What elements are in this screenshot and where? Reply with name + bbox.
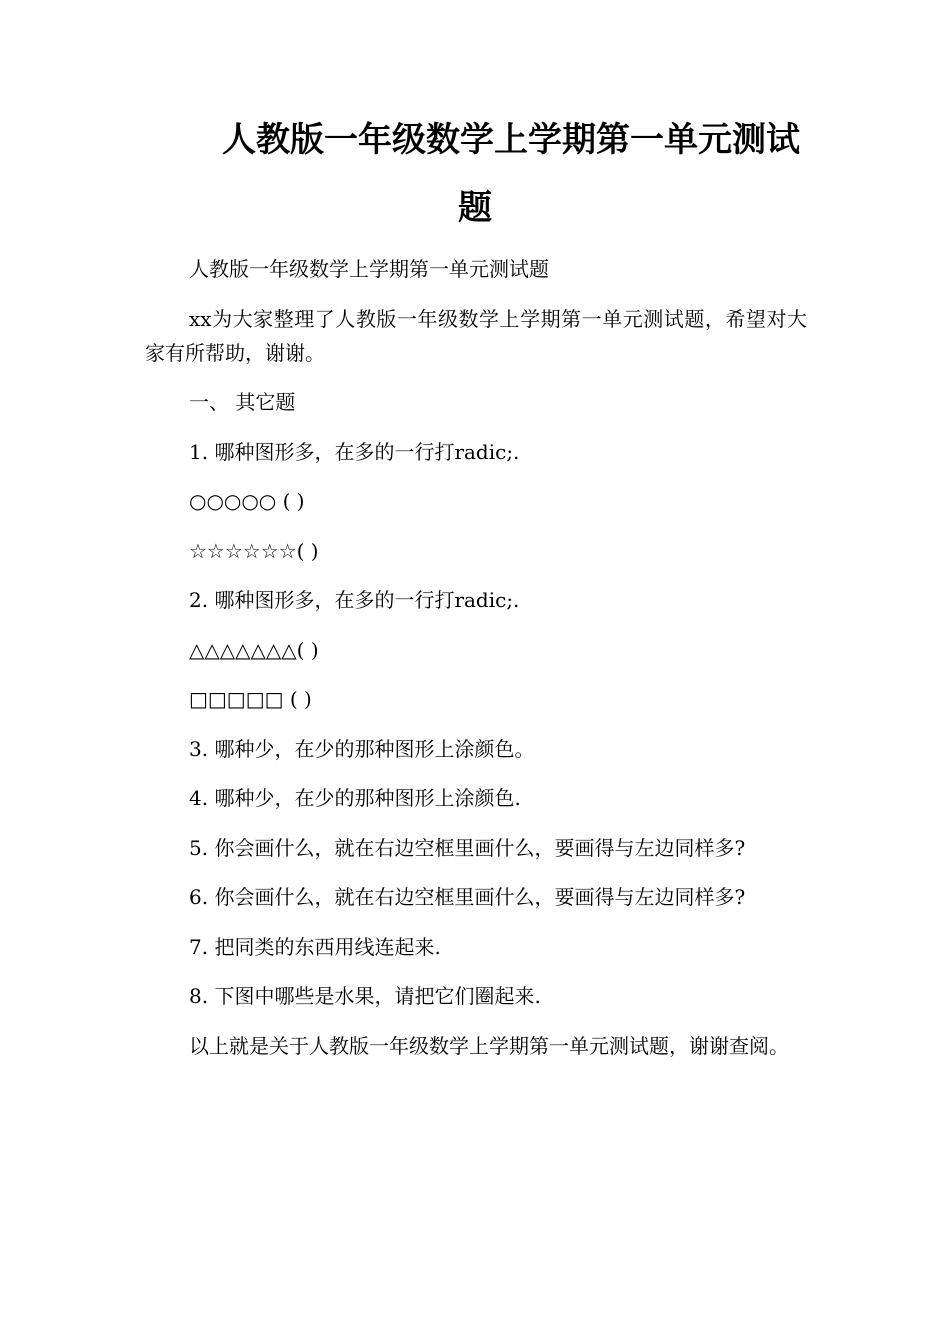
star-row: ☆☆☆☆☆☆( ): [189, 538, 319, 563]
document-body: [145, 252, 807, 1063]
section-heading: 一、 其它题: [189, 390, 296, 414]
question-2: 2. 哪种图形多，在多的一行打radic;.: [189, 588, 520, 612]
question-3: 3. 哪种少，在少的那种图形上涂颜色。: [189, 736, 535, 761]
circle-row: ○○○○○ ( ): [189, 489, 305, 513]
question-4: 4. 哪种少，在少的那种图形上涂颜色.: [189, 786, 521, 810]
intro-heading-paragraph: 人教版一年级数学上学期第一单元测试题: [189, 257, 549, 281]
square-row: □□□□□ ( ): [189, 687, 312, 711]
question-6: 6. 你会画什么，就在右边空框里画什么，要画得与左边同样多?: [189, 885, 746, 909]
question-1: 1. 哪种图形多，在多的一行打radic;.: [189, 439, 520, 464]
document-title-line-2: 题: [458, 188, 492, 228]
question-8: 8. 下图中哪些是水果，请把它们圈起来.: [189, 984, 541, 1008]
question-5: 5. 你会画什么，就在右边空框里画什么，要画得与左边同样多?: [189, 835, 746, 860]
document-title-line-1: 人教版一年级数学上学期第一单元测试: [222, 120, 800, 160]
intro-paragraph: xx为大家整理了人教版一年级数学上学期第一单元测试题，希望对大家有所帮助，谢谢。: [145, 306, 807, 365]
question-7: 7. 把同类的东西用线连起来.: [189, 934, 441, 959]
triangle-row: △△△△△△△( ): [189, 637, 319, 662]
closing-paragraph: 以上就是关于人教版一年级数学上学期第一单元测试题，谢谢查阅。: [189, 1033, 789, 1058]
